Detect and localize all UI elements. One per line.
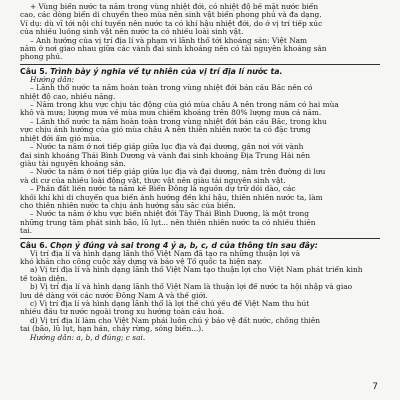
section-divider xyxy=(20,238,380,239)
text-line: tế toàn diện. xyxy=(20,274,68,283)
answer-block-continued xyxy=(20,3,380,62)
question-number: Câu 6. xyxy=(20,240,48,250)
text-line: – Nước ta nằm ở nơi tiếp giáp giữa lục địa và đại dương, nằm trên đường di lưu xyxy=(30,168,326,177)
text-line: lưu dễ dàng với các nước Đông Nam Á và thế giới. xyxy=(20,291,208,300)
text-line: – Lãnh thổ nước ta nằm hoàn toàn trong vùng nhiệt đới bán cầu Bắc nên có xyxy=(30,84,313,93)
question-6-body xyxy=(20,250,380,342)
question-5-heading xyxy=(20,67,380,76)
question-number: Câu 5. xyxy=(20,66,48,76)
text-line: cho thiên nhiên nước ta chịu ảnh hưởng sâu sắc của biển. xyxy=(20,201,236,210)
text-line: giàu tài nguyên khoáng sản. xyxy=(20,159,126,168)
text-line: và di cư của nhiều loài động vật, thực vật nên giàu tài nguyên sinh vật. xyxy=(20,176,286,185)
option-b: b) Vị trí địa lí và hình dạng lãnh thổ Việt Nam là thuận lợi để nước ta hội nhập và giao xyxy=(30,283,353,292)
question-5-answer xyxy=(20,84,380,235)
option-a: a) Vị trí địa lí và hình dạng lãnh thổ Việt Nam tạo thuận lợi cho Việt Nam phát triển kinh xyxy=(30,266,363,275)
text-line: của nhiều luồng sinh vật nên nước ta có nhiều loài sinh vật. xyxy=(20,28,244,37)
text-line: những trung tâm phát sinh bão, lũ lụt... nên thiên nhiên nước ta có nhiều thiên xyxy=(20,218,316,227)
text-line: phong phú. xyxy=(20,53,63,62)
section-divider xyxy=(20,64,380,65)
text-line: nhiệt độ cao, nhiều nắng. xyxy=(20,92,116,101)
text-line: nhiệt đới ẩm gió mùa. xyxy=(20,134,102,143)
text-line: nhiều đầu tư nước ngoài trong xu hướng toàn cầu hoá. xyxy=(20,308,225,317)
option-d: d) Vị trí địa lí làm cho Việt Nam phải luôn chú ý bảo vệ đất nước, chống thiên xyxy=(30,316,321,325)
text-line: Ví dụ: dù vĩ tới nội chí tuyến nên nước ta có khí hậu nhiệt đới, do ở vị trí tiếp xúc xyxy=(20,19,323,28)
text-line: tai (bão, lũ lụt, hạn hán, cháy rừng, sóng biển...). xyxy=(20,325,204,334)
option-c: c) Vị trí địa lí và hình dạng lãnh thổ là lợi thế chủ yếu để Việt Nam thu hút xyxy=(30,300,310,308)
text-line: đai sinh khoáng Thái Bình Dương và vành đai sinh khoáng Địa Trung Hải nên xyxy=(20,151,311,160)
question-6-heading xyxy=(20,241,380,250)
text-line: + Vùng biển nước ta nằm trong vùng nhiệt đới, có nhiệt độ bề mặt nước biển xyxy=(30,3,319,11)
text-line: khô và mưa; lượng mưa về mùa mưa chiếm khoảng trên 80% lượng mưa cả năm. xyxy=(20,109,322,118)
page-content xyxy=(20,3,380,342)
text-line: Vị trí địa lí và hình dạng lãnh thổ Việt Nam đã tạo ra những thuận lợi và xyxy=(30,249,301,258)
text-line: – Nước ta nằm ở nơi tiếp giáp giữa lục địa và đại dương, gần nơi với vành xyxy=(30,143,304,152)
text-line: – Ảnh hưởng của vị trí địa lí và phạm vi lãnh thổ tới khoáng sản: Việt Nam xyxy=(30,36,308,45)
text-line: cao, các dòng biển di chuyển theo mùa nên sinh vật biển phong phú và đa dạng. xyxy=(20,11,322,20)
question-text: Trình bày ý nghĩa về tự nhiên của vị trí địa lí nước ta. xyxy=(50,66,283,76)
question-text: Chọn ý đúng và sai trong 4 ý a, b, c, d của thông tin sau đây: xyxy=(50,240,318,250)
text-line: tai. xyxy=(20,227,33,236)
text-line: – Nằm trong khu vực chịu tác động của gió mùa châu Á nên trong năm có hai mùa xyxy=(30,101,339,110)
text-line: vực chịu ảnh hưởng của gió mùa châu Á nên thiên nhiên nước ta có đặc trưng xyxy=(20,126,311,135)
text-line: – Lãnh thổ nước ta nằm hoàn toàn trong vùng nhiệt đới bán cầu Bắc, trong khu xyxy=(30,117,327,126)
text-line: nằm ở nơi giao nhau giữa các vành đai sinh khoáng nên có tài nguyên khoáng sản xyxy=(20,45,327,54)
text-line: khó khăn cho công cuộc xây dựng và bảo vệ Tổ quốc ta hiện nay. xyxy=(20,257,263,266)
page-number: 7 xyxy=(372,382,378,392)
text-line: – Phần đất liền nước ta nằm kề Biển Đông là nguồn dự trữ dồi dào, các xyxy=(30,185,296,194)
text-line: khối khí khi di chuyển qua biển ảnh hưởng đến khí hậu, thiên nhiên nước ta, làm xyxy=(20,193,323,202)
text-line: – Nước ta nằm ở khu vực biển nhiệt đới Tây Thái Bình Dương, là một trong xyxy=(30,210,310,219)
hint-label: Hướng dẫn: xyxy=(30,75,75,84)
answer-line: Hướng dẫn: a, b, d đúng; c sai. xyxy=(30,333,146,342)
